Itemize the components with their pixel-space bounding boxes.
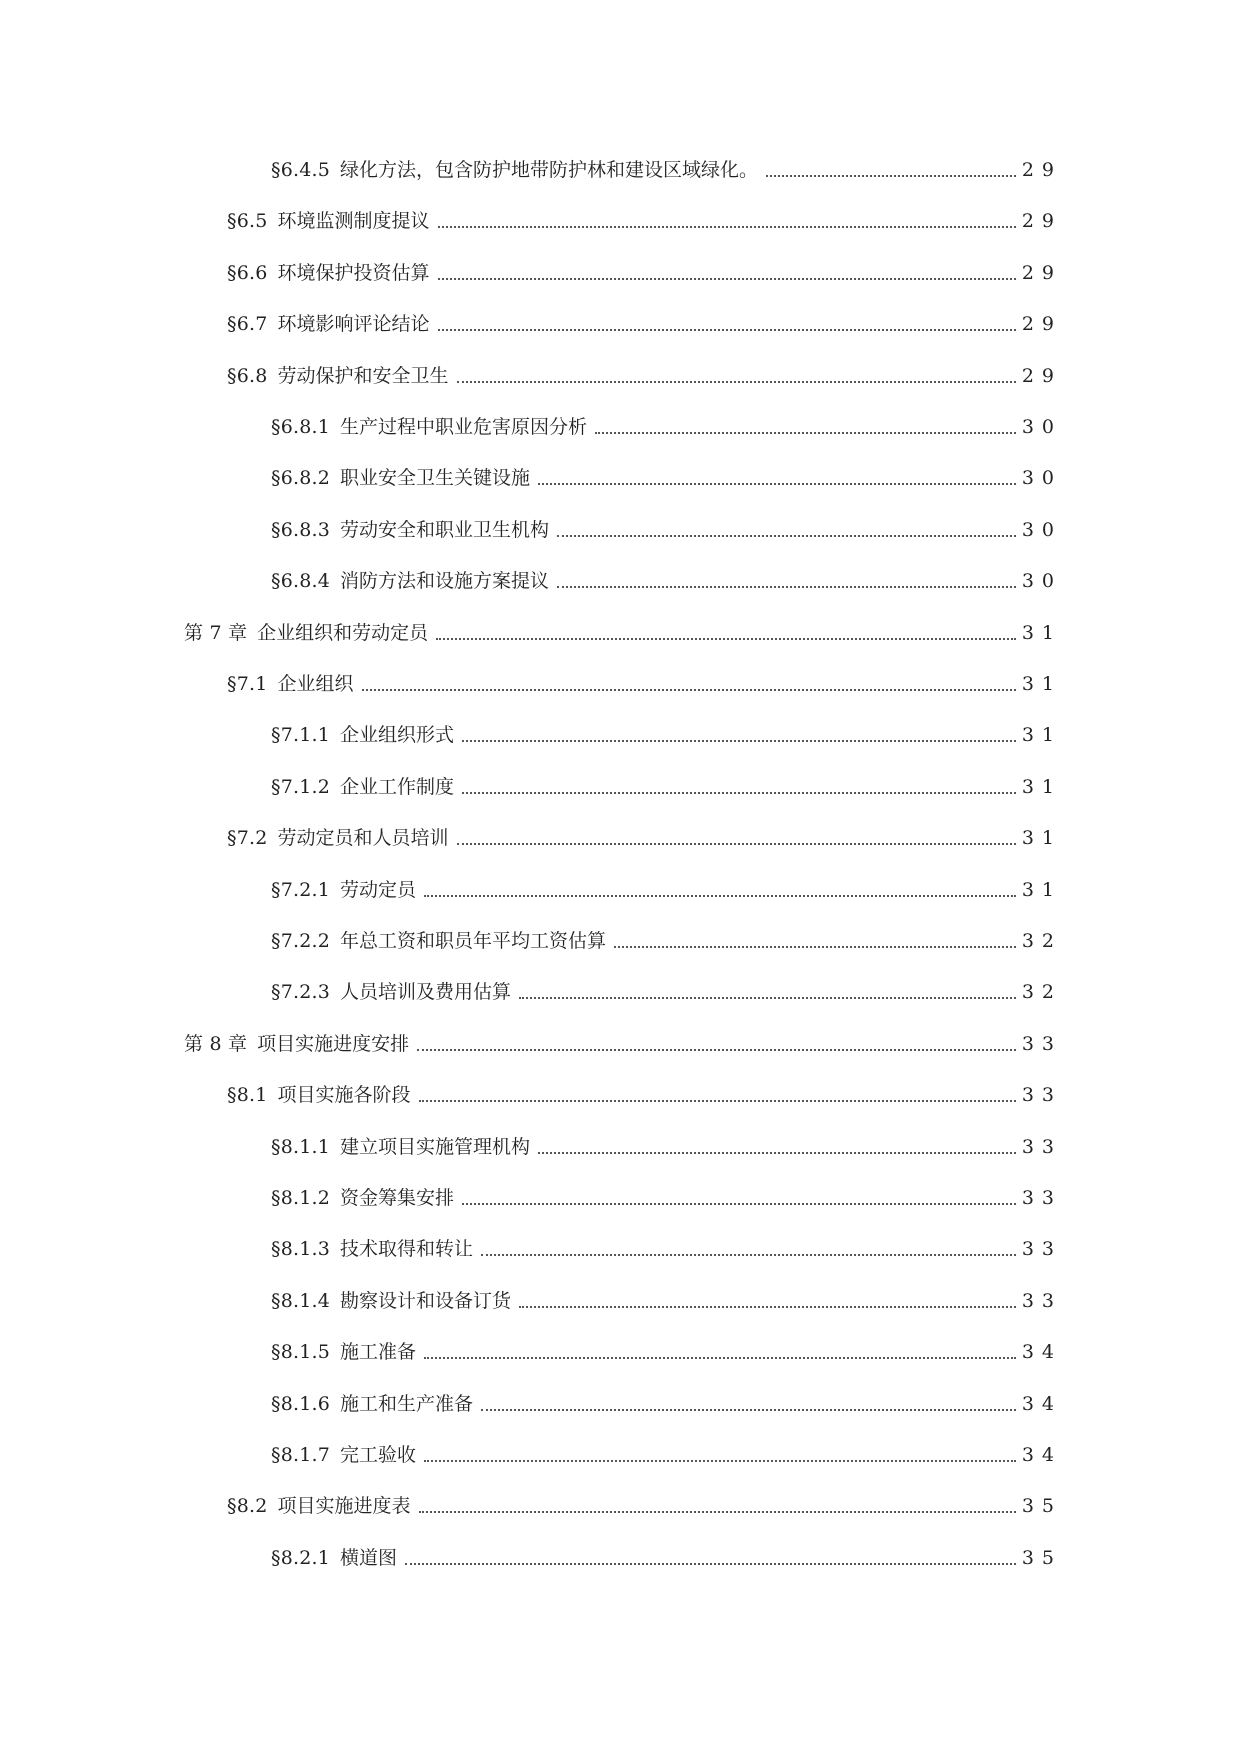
toc-entry[interactable] xyxy=(271,154,1062,186)
toc-entry-title: 生产过程中职业危害原因分析 xyxy=(340,416,588,438)
toc-entry-page: 29 xyxy=(1021,313,1062,335)
toc-entry-number: 第 8 章 xyxy=(184,1033,248,1055)
toc-entry-number: §6.6 xyxy=(227,262,268,284)
toc-dot-leader xyxy=(519,997,1016,999)
toc-entry-page: 29 xyxy=(1021,262,1062,284)
toc-entry-title: 年总工资和职员年平均工资估算 xyxy=(340,930,607,952)
toc-entry-number: §7.2.3 xyxy=(271,981,331,1003)
toc-entry-title: 绿化方法，包含防护地带防护林和建设区域绿化。 xyxy=(340,159,759,181)
toc-entry-page: 33 xyxy=(1021,1136,1062,1158)
toc-entry-title: 横道图 xyxy=(340,1547,398,1569)
toc-dot-leader xyxy=(438,226,1016,228)
toc-entry[interactable] xyxy=(227,822,1062,854)
toc-dot-leader xyxy=(595,432,1016,434)
toc-entry-page: 33 xyxy=(1021,1033,1062,1055)
toc-entry-title: 劳动定员和人员培训 xyxy=(277,827,449,849)
toc-entry-title: 施工和生产准备 xyxy=(340,1393,474,1415)
toc-entry-title: 资金筹集安排 xyxy=(340,1187,455,1209)
toc-entry-number: §8.1.1 xyxy=(271,1136,331,1158)
toc-entry-title: 劳动安全和职业卫生机构 xyxy=(340,519,550,541)
toc-entry[interactable] xyxy=(271,1336,1062,1368)
toc-dot-leader xyxy=(405,1563,1016,1565)
toc-entry-page: 33 xyxy=(1021,1290,1062,1312)
toc-entry-number: §7.1.2 xyxy=(271,776,331,798)
toc-entry-page: 33 xyxy=(1021,1187,1062,1209)
toc-entry-title: 建立项目实施管理机构 xyxy=(340,1136,531,1158)
toc-dot-leader xyxy=(557,586,1016,588)
toc-dot-leader xyxy=(519,1306,1016,1308)
toc-dot-leader xyxy=(438,278,1016,280)
toc-entry[interactable] xyxy=(271,1388,1062,1420)
toc-entry-page: 34 xyxy=(1021,1393,1062,1415)
toc-entry-page: 31 xyxy=(1021,622,1062,644)
toc-entry-title: 环境监测制度提议 xyxy=(277,210,430,232)
toc-entry-number: §7.2.1 xyxy=(271,879,331,901)
toc-dot-leader xyxy=(557,535,1016,537)
toc-dot-leader xyxy=(766,175,1016,177)
toc-entry-number: §8.1.3 xyxy=(271,1238,331,1260)
toc-entry[interactable] xyxy=(271,1285,1062,1317)
toc-entry[interactable] xyxy=(271,411,1062,443)
toc-entry[interactable] xyxy=(271,976,1062,1008)
toc-entry-title: 企业组织 xyxy=(277,673,354,695)
toc-entry-number: §8.2.1 xyxy=(271,1547,331,1569)
toc-entry-title: 完工验收 xyxy=(340,1444,417,1466)
toc-entry-number: §6.8.2 xyxy=(271,467,331,489)
toc-entry-page: 30 xyxy=(1021,519,1062,541)
toc-entry[interactable] xyxy=(227,1079,1062,1111)
toc-entry-page: 35 xyxy=(1021,1547,1062,1569)
toc-entry-number: §8.1.2 xyxy=(271,1187,331,1209)
toc-dot-leader xyxy=(436,638,1016,640)
toc-entry[interactable] xyxy=(271,462,1062,494)
toc-dot-leader xyxy=(438,329,1016,331)
toc-entry-number: §8.1.4 xyxy=(271,1290,331,1312)
toc-entry-page: 35 xyxy=(1021,1495,1062,1517)
toc-entry-page: 32 xyxy=(1021,930,1062,952)
toc-entry[interactable] xyxy=(227,205,1062,237)
toc-entry-title: 企业组织形式 xyxy=(340,724,455,746)
toc-entry[interactable] xyxy=(271,1233,1062,1265)
toc-entry-title: 技术取得和转让 xyxy=(340,1238,474,1260)
toc-entry-title: 消防方法和设施方案提议 xyxy=(340,570,550,592)
toc-entry-number: §6.8.4 xyxy=(271,570,331,592)
toc-entry-title: 项目实施进度表 xyxy=(277,1495,411,1517)
toc-entry[interactable] xyxy=(271,1439,1062,1471)
toc-entry-page: 31 xyxy=(1021,724,1062,746)
toc-entry-page: 30 xyxy=(1021,570,1062,592)
toc-entry-number: §6.8.3 xyxy=(271,519,331,541)
toc-dot-leader xyxy=(362,689,1016,691)
toc-entry-page: 29 xyxy=(1021,159,1062,181)
toc-entry-title: 勘察设计和设备订货 xyxy=(340,1290,512,1312)
toc-dot-leader xyxy=(614,946,1016,948)
toc-entry[interactable] xyxy=(227,668,1062,700)
toc-dot-leader xyxy=(417,1049,1016,1051)
toc-entry-page: 29 xyxy=(1021,365,1062,387)
toc-entry-number: §6.4.5 xyxy=(271,159,331,181)
toc-entry[interactable] xyxy=(271,565,1062,597)
toc-entry-title: 施工准备 xyxy=(340,1341,417,1363)
toc-entry-number: §8.1.7 xyxy=(271,1444,331,1466)
toc-entry[interactable] xyxy=(184,1028,1062,1060)
toc-entry-title: 环境保护投资估算 xyxy=(277,262,430,284)
toc-entry-page: 32 xyxy=(1021,981,1062,1003)
toc-entry-title: 项目实施各阶段 xyxy=(277,1084,411,1106)
toc-entry[interactable] xyxy=(271,925,1062,957)
toc-dot-leader xyxy=(538,483,1016,485)
toc-entry-number: §7.1.1 xyxy=(271,724,331,746)
toc-entry-number: §8.1.5 xyxy=(271,1341,331,1363)
toc-dot-leader xyxy=(424,895,1016,897)
toc-dot-leader xyxy=(424,1357,1016,1359)
toc-dot-leader xyxy=(481,1254,1016,1256)
toc-dot-leader xyxy=(481,1409,1016,1411)
toc-entry[interactable] xyxy=(271,1542,1062,1574)
toc-dot-leader xyxy=(419,1511,1016,1513)
toc-entry-title: 环境影响评论结论 xyxy=(277,313,430,335)
toc-entry-number: 第 7 章 xyxy=(184,622,248,644)
toc-dot-leader xyxy=(424,1460,1016,1462)
toc-entry-page: 34 xyxy=(1021,1444,1062,1466)
toc-entry-page: 33 xyxy=(1021,1084,1062,1106)
toc-entry[interactable] xyxy=(271,1131,1062,1163)
toc-entry-number: §8.1.6 xyxy=(271,1393,331,1415)
toc-entry-title: 劳动定员 xyxy=(340,879,417,901)
toc-entry[interactable] xyxy=(184,617,1062,649)
toc-entry-title: 项目实施进度安排 xyxy=(257,1033,410,1055)
toc-entry-page: 29 xyxy=(1021,210,1062,232)
toc-entry[interactable] xyxy=(271,719,1062,751)
toc-entry-title: 企业组织和劳动定员 xyxy=(257,622,429,644)
toc-entry-number: §6.8 xyxy=(227,365,268,387)
toc-entry-title: 人员培训及费用估算 xyxy=(340,981,512,1003)
toc-entry-title: 劳动保护和安全卫生 xyxy=(277,365,449,387)
toc-entry-number: §6.8.1 xyxy=(271,416,331,438)
toc-entry-number: §8.2 xyxy=(227,1495,268,1517)
toc-dot-leader xyxy=(538,1152,1016,1154)
toc-entry-page: 30 xyxy=(1021,416,1062,438)
toc-entry-page: 30 xyxy=(1021,467,1062,489)
toc-entry-number: §7.1 xyxy=(227,673,268,695)
toc-entry[interactable] xyxy=(227,257,1062,289)
toc-entry-number: §6.5 xyxy=(227,210,268,232)
toc-dot-leader xyxy=(457,381,1016,383)
toc-dot-leader xyxy=(462,740,1016,742)
toc-entry-page: 33 xyxy=(1021,1238,1062,1260)
toc-dot-leader xyxy=(419,1100,1016,1102)
toc-entry-page: 31 xyxy=(1021,879,1062,901)
toc-entry-title: 职业安全卫生关键设施 xyxy=(340,467,531,489)
toc-entry-number: §7.2.2 xyxy=(271,930,331,952)
toc-entry-page: 31 xyxy=(1021,673,1062,695)
toc-entry-page: 31 xyxy=(1021,776,1062,798)
toc-entry-page: 34 xyxy=(1021,1341,1062,1363)
toc-entry[interactable] xyxy=(271,514,1062,546)
toc-entry[interactable] xyxy=(227,1490,1062,1522)
toc-entry-number: §8.1 xyxy=(227,1084,268,1106)
toc-entry[interactable] xyxy=(271,771,1062,803)
toc-entry[interactable] xyxy=(227,308,1062,340)
toc-entry[interactable] xyxy=(271,1182,1062,1214)
toc-dot-leader xyxy=(462,792,1016,794)
toc-entry-number: §7.2 xyxy=(227,827,268,849)
toc-entry[interactable] xyxy=(271,874,1062,906)
toc-dot-leader xyxy=(457,843,1016,845)
toc-dot-leader xyxy=(462,1203,1016,1205)
toc-entry[interactable] xyxy=(227,360,1062,392)
toc-entry-title: 企业工作制度 xyxy=(340,776,455,798)
toc-entry-page: 31 xyxy=(1021,827,1062,849)
toc-entry-number: §6.7 xyxy=(227,313,268,335)
